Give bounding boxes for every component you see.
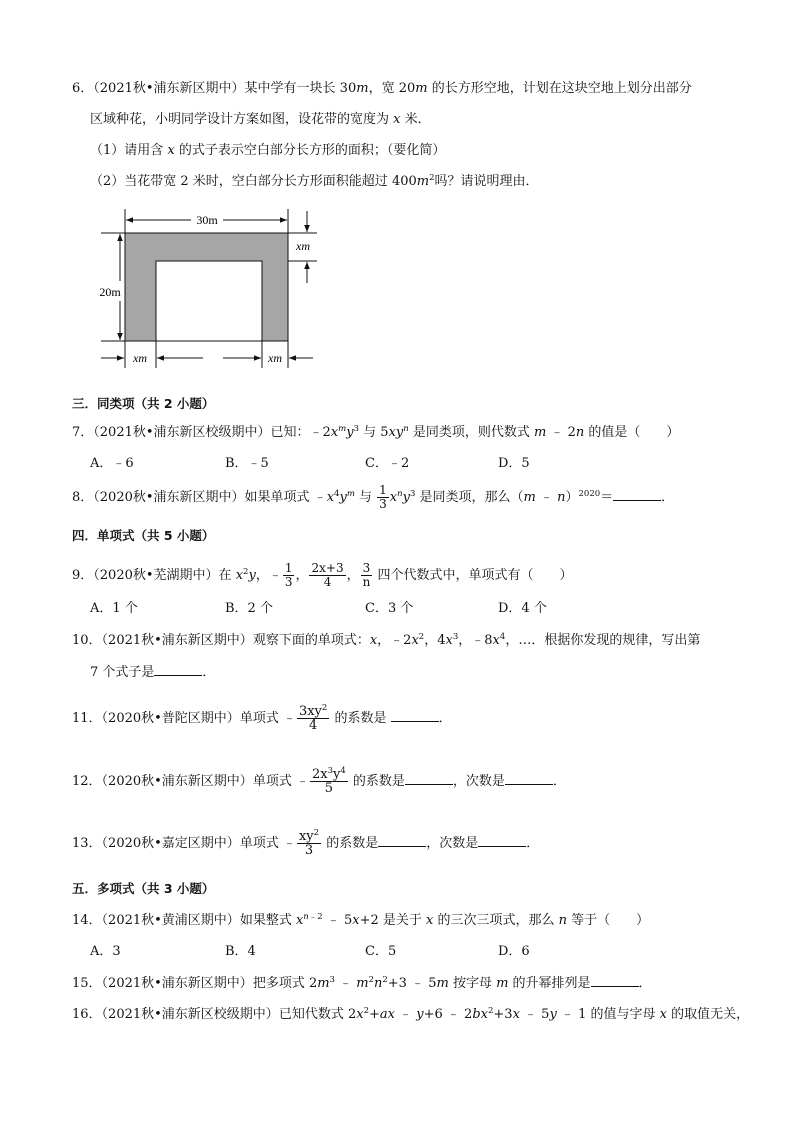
q7-text: ﹣ 2 <box>546 425 576 440</box>
q7-stem <box>72 424 679 442</box>
question-number: 8． <box>72 490 94 505</box>
q8-text: ﹣ <box>535 490 558 505</box>
q10-text: 7 个式子是 <box>90 665 155 680</box>
exponent: ﹣2 <box>308 912 323 922</box>
q10-text: ，﹣2 <box>377 633 412 648</box>
fraction-denominator: 3 <box>304 843 314 858</box>
q10-line2 <box>90 663 215 682</box>
var-x: x <box>445 633 453 648</box>
q10-text: ． <box>202 665 216 680</box>
var-x: x <box>369 633 378 648</box>
q15-text: +3 ﹣ 5 <box>387 976 437 991</box>
answer-blank[interactable] <box>613 488 661 501</box>
q16-text: +6 ﹣ 2 <box>423 1007 473 1022</box>
var-n: n <box>558 913 568 928</box>
var-x: x <box>389 490 398 505</box>
var-m: m <box>415 81 428 96</box>
var-x: x <box>393 112 401 127</box>
exponent: 2 <box>429 173 435 183</box>
exponent: 2 <box>487 1006 494 1016</box>
numerator-text: y <box>332 767 341 782</box>
fraction-numerator <box>297 705 329 719</box>
fraction-numerator <box>297 830 321 844</box>
q14-option-a[interactable]: A．3 <box>90 944 121 959</box>
q14-option-b[interactable]: B．4 <box>225 944 256 959</box>
q14-option-c[interactable]: C．5 <box>365 944 397 959</box>
exponent: 2 <box>321 703 328 713</box>
question-number: 15． <box>72 976 102 991</box>
exponent: 4 <box>340 766 346 776</box>
q6-text: 区域种花，小明同学设计方案如图，设花带的宽度为 <box>90 112 394 127</box>
exponent: n <box>403 424 409 434</box>
q11-text: 单项式 ﹣ <box>239 711 296 726</box>
q16-text: 的取值无关， <box>666 1007 750 1022</box>
exponent: 2 <box>382 975 388 985</box>
fraction-denominator: n <box>362 575 371 589</box>
q14-text: 的三次三项式，那么 <box>433 913 559 928</box>
exponent: m <box>338 424 347 434</box>
numerator-text: 3xy <box>298 704 322 719</box>
fraction <box>283 562 295 589</box>
question-number: 16． <box>72 1007 102 1022</box>
width-label: 30m <box>196 213 218 227</box>
q8-stem <box>72 484 674 511</box>
q6-sub2-text: 吗？请说明理由． <box>434 174 539 189</box>
q10-text: ，…．根据你发现的规律，写出第 <box>505 633 701 648</box>
q15-stem <box>72 974 652 993</box>
section-heading: 五．多项式（共 3 小题） <box>72 881 215 896</box>
exponent: 2 <box>243 567 249 577</box>
answer-blank[interactable] <box>391 709 439 722</box>
var-y: y <box>395 425 404 440</box>
fraction-numerator: 1 <box>284 561 293 575</box>
q6-sub1 <box>90 142 445 160</box>
var-n: n <box>557 490 566 505</box>
var-x: x <box>235 568 244 583</box>
question-source: （2020秋•浦东新区期中） <box>93 490 245 505</box>
q16-text: ﹣ <box>394 1007 417 1022</box>
q6-sub2 <box>90 173 539 191</box>
q15-text: ． <box>638 976 652 991</box>
q15-text: 按字母 <box>448 976 497 991</box>
question-source: （2020秋•嘉定区期中） <box>101 836 240 851</box>
question-number: 12． <box>72 774 102 789</box>
q12-text: 单项式 ﹣ <box>252 774 309 789</box>
q16-text: ﹣ 1 的值与字母 <box>556 1007 660 1022</box>
fraction-denominator: 5 <box>324 781 333 796</box>
exponent: 3 <box>452 632 459 642</box>
q14-text: 等于（ ） <box>567 913 650 928</box>
q8-text: 与 <box>354 490 377 505</box>
q13-text: ，次数是 <box>426 836 479 851</box>
q9-text: ， <box>295 568 309 583</box>
section-heading: 四．单项式（共 5 小题） <box>72 528 215 543</box>
fraction <box>309 562 345 589</box>
top-band-label: xm <box>296 239 310 253</box>
exponent: 3 <box>329 975 335 985</box>
question-number: 10． <box>72 633 102 648</box>
exponent: 2 <box>363 1006 369 1016</box>
q7-text: 的值是（ ） <box>584 425 680 440</box>
question-source: （2020秋•浦东新区期中） <box>101 774 253 789</box>
q12-text: 的系数是 <box>348 774 405 789</box>
var-x: x <box>330 425 339 440</box>
numerator-text: xy <box>298 829 314 844</box>
var-m: m <box>523 490 536 505</box>
q7-text: 与 5 <box>359 425 389 440</box>
var-x: x <box>388 425 396 440</box>
answer-blank[interactable] <box>154 663 202 676</box>
q7-text: 已知：﹣2 <box>270 425 331 440</box>
q16-text: 已知代数式 2 <box>278 1007 357 1022</box>
fraction <box>361 562 373 589</box>
q8-text: ． <box>661 490 675 505</box>
q7-option-a[interactable]: A．﹣6 <box>90 456 134 471</box>
q9-text: 在 <box>218 568 236 583</box>
q13-text: 单项式 ﹣ <box>239 836 296 851</box>
q9-option-b[interactable]: B．2 个 <box>225 601 273 616</box>
q7-option-b[interactable]: B．﹣5 <box>225 456 269 471</box>
var-x: x <box>295 913 304 928</box>
var-y: y <box>339 490 347 505</box>
q16-text: ﹣ 5 <box>519 1007 550 1022</box>
answer-blank[interactable] <box>505 772 553 785</box>
q10-text: ，﹣8 <box>458 633 493 648</box>
answer-blank[interactable] <box>478 834 526 847</box>
exponent: 3 <box>327 766 333 776</box>
var-m: m <box>416 174 430 189</box>
fraction <box>297 705 329 732</box>
exponent: 3 <box>353 424 360 434</box>
q8-text: 如果单项式 ﹣ <box>244 490 327 505</box>
var-y: y <box>248 568 256 583</box>
q7-option-c[interactable]: C．﹣2 <box>365 456 410 471</box>
exponent: 2 <box>368 975 374 985</box>
q12-text: ，次数是 <box>452 774 505 789</box>
answer-blank[interactable] <box>378 834 426 847</box>
var-x: x <box>167 143 175 158</box>
q16-stem <box>72 1006 749 1024</box>
question-source: （2021秋•浦东新区期中） <box>101 633 253 648</box>
fraction-denominator: 4 <box>309 718 318 733</box>
fraction-numerator: 1 <box>379 483 387 497</box>
q15-text: 把多项式 2 <box>252 976 318 991</box>
question-source: （2021秋•浦东新区校级期中） <box>101 1007 279 1022</box>
q8-text: 是同类项，那么（ <box>415 490 524 505</box>
var-x: x <box>492 633 500 648</box>
var-x: x <box>411 633 419 648</box>
var-m: m <box>356 81 369 96</box>
var-m: m <box>436 976 449 991</box>
var-ax: ax <box>379 1007 395 1022</box>
q10-text: ，4 <box>424 633 446 648</box>
q7-option-d[interactable]: D．5 <box>498 456 530 471</box>
q14-stem <box>72 912 649 930</box>
var-y: y <box>402 490 410 505</box>
left-band-label: xm <box>133 351 147 365</box>
var-y: y <box>549 1007 557 1022</box>
var-y: y <box>346 425 354 440</box>
answer-blank[interactable] <box>405 772 453 785</box>
q13-stem <box>72 830 539 857</box>
fraction-denominator: 3 <box>284 575 293 589</box>
exponent: 2 <box>418 632 425 642</box>
q6-sub2-text: （2）当花带宽 2 米时，空白部分长方形面积能超过 400 <box>90 174 417 189</box>
var-m: m <box>534 425 547 440</box>
q13-text: ． <box>526 836 540 851</box>
q16-text: + <box>368 1007 380 1022</box>
var-m: m <box>356 976 369 991</box>
q10-stem <box>72 632 700 650</box>
q11-stem <box>72 705 452 732</box>
var-n: n <box>373 976 383 991</box>
q12-stem <box>72 768 566 795</box>
fraction-numerator: 3 <box>361 562 373 576</box>
exponent: m <box>346 489 355 499</box>
q9-stem <box>72 562 572 589</box>
question-number: 9． <box>72 568 94 583</box>
q14-text: +2 是关于 <box>359 913 427 928</box>
q6-sub1-text: 的式子表示空白部分长方形的面积；（要化简） <box>174 143 446 158</box>
exponent: n <box>303 912 309 922</box>
exponent: 3 <box>409 489 416 499</box>
q6-line2 <box>90 111 431 129</box>
q6-text: 的长方形空地，计划在这块空地上划分出部分 <box>427 81 692 96</box>
q9-text: ，﹣ <box>255 568 282 583</box>
question-number: 7． <box>72 425 94 440</box>
q8-text: ＝ <box>600 490 614 505</box>
q7-text: 是同类项，则代数式 <box>408 425 535 440</box>
q14-option-d[interactable]: D．6 <box>498 944 530 959</box>
section-heading: 三．同类项（共 2 小题） <box>72 396 215 411</box>
question-source: （2020秋•普陀区期中） <box>101 711 240 726</box>
q9-option-c[interactable]: C．3 个 <box>365 601 414 616</box>
q12-text: ． <box>552 774 566 789</box>
var-m: m <box>317 976 330 991</box>
var-x: x <box>659 1007 667 1022</box>
q15-text: 的升幂排列是 <box>508 976 591 991</box>
fraction <box>310 768 348 795</box>
fraction-one-third <box>377 484 389 511</box>
var-n: n <box>575 425 585 440</box>
var-y: y <box>416 1007 424 1022</box>
right-band-label: xm <box>268 351 282 365</box>
fraction-denominator: 4 <box>323 575 332 589</box>
var-m: m <box>496 976 509 991</box>
q11-text: ． <box>438 711 452 726</box>
exponent: 4 <box>499 632 506 642</box>
fraction-numerator <box>310 768 348 782</box>
var-x: x <box>426 913 434 928</box>
garden-figure <box>95 203 325 378</box>
numerator-text: 2x <box>311 767 328 782</box>
q9-option-d[interactable]: D．4 个 <box>498 601 547 616</box>
q8-text: ） <box>565 490 579 505</box>
answer-blank[interactable] <box>591 974 639 987</box>
q6-text: 米． <box>400 112 431 127</box>
exponent: n <box>397 489 403 499</box>
fraction <box>297 830 321 857</box>
q16-text: +3 <box>493 1007 513 1022</box>
exponent: 2 <box>313 828 320 838</box>
height-label: 20m <box>99 285 121 299</box>
question-source: （2021秋•黄浦区期中） <box>101 913 240 928</box>
exponent: 4 <box>334 489 340 499</box>
q6-text: ，宽 20 <box>368 81 416 96</box>
question-source: （2020秋•芜湖期中） <box>93 568 219 583</box>
exponent: 2020 <box>578 489 601 499</box>
var-x: x <box>356 1007 364 1022</box>
question-source: （2021秋•浦东新区期中） <box>93 81 245 96</box>
q6-line1 <box>72 80 692 98</box>
var-x: x <box>326 490 335 505</box>
q10-text: 观察下面的单项式： <box>252 633 370 648</box>
q6-sub1-text: （1）请用含 <box>90 143 168 158</box>
var-x: x <box>352 913 360 928</box>
question-number: 13． <box>72 836 102 851</box>
question-number: 6． <box>72 81 94 96</box>
q15-text: ﹣ <box>334 976 357 991</box>
question-source: （2021秋•浦东新区校级期中） <box>93 425 271 440</box>
var-bx: bx <box>472 1007 488 1022</box>
question-number: 11． <box>72 711 102 726</box>
fraction-numerator: 2x+3 <box>311 561 344 575</box>
fraction-denominator: 3 <box>379 497 387 511</box>
blank-rect <box>156 261 262 341</box>
var-x: x <box>512 1007 520 1022</box>
q9-option-a[interactable]: A．1 个 <box>90 601 138 616</box>
q14-text: 如果整式 <box>239 913 296 928</box>
q9-text: ， <box>346 568 360 583</box>
q6-text: 某中学有一块长 30 <box>244 81 357 96</box>
q11-text: 的系数是 <box>330 711 391 726</box>
q9-text: 四个代数式中，单项式有（ ） <box>373 568 573 583</box>
question-number: 14． <box>72 913 102 928</box>
q13-text: 的系数是 <box>322 836 379 851</box>
question-source: （2021秋•浦东新区期中） <box>101 976 253 991</box>
q14-text: ﹣ 5 <box>322 913 353 928</box>
